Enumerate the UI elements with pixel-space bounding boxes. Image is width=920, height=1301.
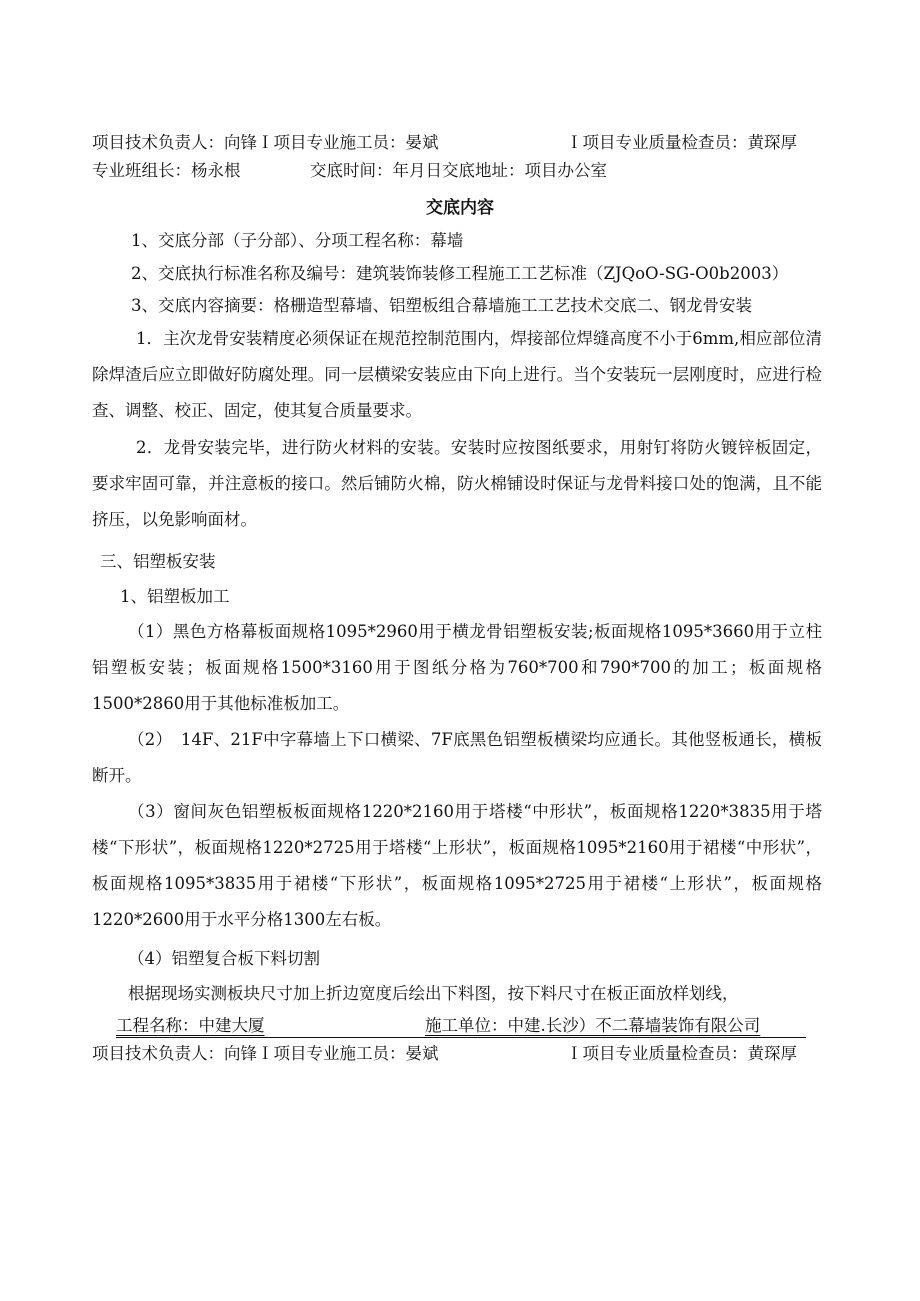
header-time-location: 交底时间：年月日交底地址：项目办公室: [310, 161, 607, 180]
section-title: 交底内容: [426, 198, 494, 218]
footer-underline: [116, 1037, 806, 1038]
footer-leaders: 项目技术负责人：向锋Ｉ项目专业施工员：晏斌: [92, 1044, 439, 1063]
paragraph-cutting-text: 根据现场实测板块尺寸加上折边宽度后绘出下料图，按下料尺寸在板正面放样划线，: [128, 984, 739, 1003]
paragraph-cutting-heading: （4）铝塑复合板下料切割: [128, 949, 320, 968]
paragraph-black-panels: （1）黑色方格幕板面规格1095*2960用于横龙骨铝塑板安装;板面规格1095*3660用于立柱铝塑板安装；板面规格1500*3160用于图纸分格为760*700和790*700的加工；板面规格1500*2860用于其他标准板加工。: [92, 622, 822, 713]
footer-contractor: 施工单位：中建.长沙）不二幕墙装饰有限公司: [425, 1016, 761, 1035]
header-leaders: 项目技术负责人：向锋Ｉ项目专业施工员：晏斌: [92, 133, 439, 152]
paragraph-grey-panels: （3）窗间灰色铝塑板板面规格1220*2160用于塔楼“中形状”，板面规格1220*3835用于塔楼“下形状”，板面规格1220*2725用于塔楼“上形状”，板面规格1095*2160用于裙楼“中形状”，板面规格1095*3835用于裙楼“下形状”，板面规格1095*2725用于裙楼“上形状”，板面规格1220*2600用于水平分格1300左右板。: [92, 802, 822, 929]
item-3: 3、交底内容摘要：格栅造型幕墙、铝塑板组合幕墙施工工艺技术交底二、钢龙骨安装: [131, 296, 752, 315]
section-3-heading: 三、铝塑板安装: [100, 552, 216, 571]
footer-quality-inspector: Ｉ项目专业质量检查员：黄琛厚: [566, 1044, 797, 1063]
footer-project-name: 工程名称：中建大厦: [116, 1016, 265, 1035]
header-team-leader: 专业班组长：杨永根: [92, 161, 241, 180]
item-1: 1、交底分部（子分部）、分项工程名称：幕墙: [131, 231, 464, 250]
paragraph-fireproof: 2．龙骨安装完毕，进行防火材料的安装。安装时应按图纸要求，用射钉将防火镀锌板固定，要求牢固可靠，并注意板的接口。然后铺防火棉，防火棉铺设时保证与龙骨料接口处的饱满，且不能挤压，以免影响面材。: [92, 438, 822, 529]
paragraph-beams: （2） 14F、21F中字幕墙上下口横梁、7F底黑色铝塑板横梁均应通长。其他竖板通长，横板断开。: [92, 730, 822, 785]
header-quality-inspector: Ｉ项目专业质量检查员：黄琛厚: [566, 133, 797, 152]
section-3-1-heading: 1、铝塑板加工: [120, 587, 230, 606]
item-2: 2、交底执行标准名称及编号：建筑装饰装修工程施工工艺标准（ZJQoO-SG-O0b2003）: [131, 264, 789, 283]
paragraph-keel-precision: 1．主次龙骨安装精度必须保证在规范控制范围内，焊接部位焊缝高度不小于6mm,相应部位清除焊渣后应立即做好防腐处理。同一层横梁安装应由下向上进行。当个安装玩一层刚度时，应进行检查、调整、校正、固定，使其复合质量要求。: [92, 329, 822, 420]
